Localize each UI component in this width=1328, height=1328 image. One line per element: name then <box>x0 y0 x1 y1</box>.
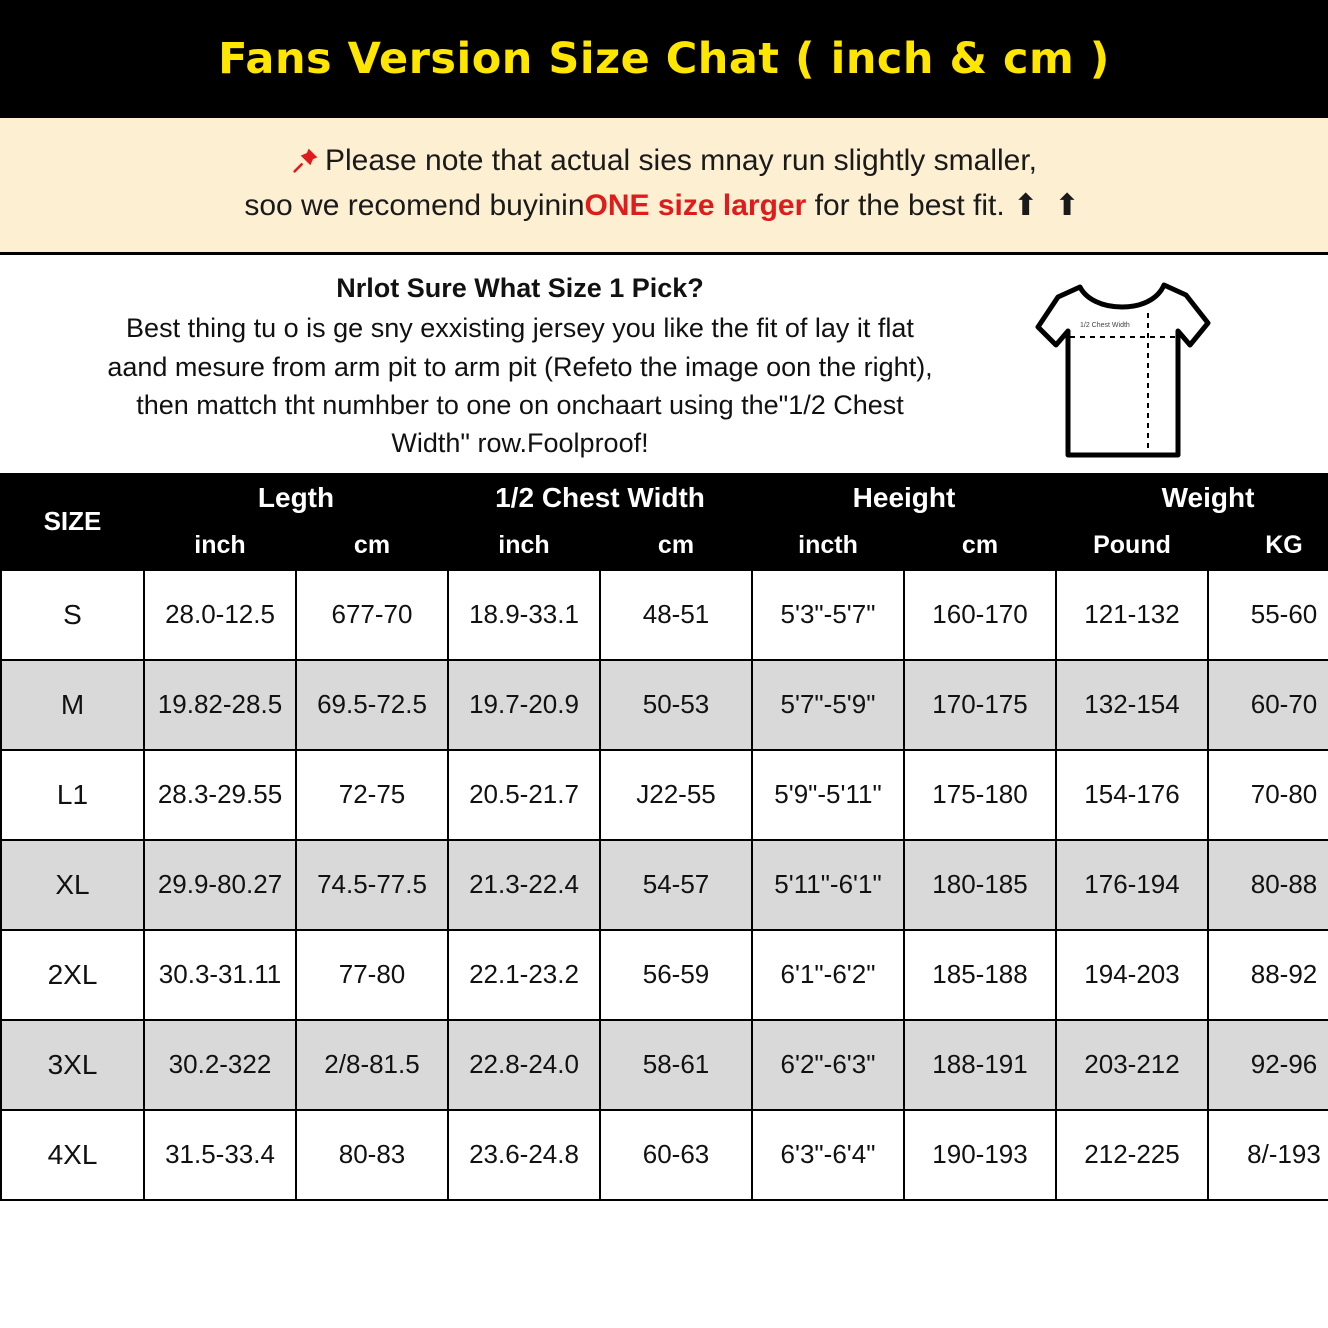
tip-title: Nrlot Sure What Size 1 Pick? <box>336 273 704 303</box>
cell-weight-pound: 203-212 <box>1056 1020 1208 1110</box>
table-row <box>1 840 1328 930</box>
cell-height-inch: 5'3"-5'7" <box>752 570 904 660</box>
cell-height-cm: 188-191 <box>904 1020 1056 1110</box>
cell-weight-kg: 55-60 <box>1208 570 1328 660</box>
cell-weight-kg: 8/-193 <box>1208 1110 1328 1200</box>
cell-size: 3XL <box>1 1020 144 1110</box>
cell-size: L1 <box>1 750 144 840</box>
tip-line-3: then mattch tht numhber to one on onchaart using the"1/2 Chest <box>136 389 904 420</box>
header-unit-chest-cm: cm <box>600 522 752 570</box>
cell-length-cm: 2/8-81.5 <box>296 1020 448 1110</box>
table-row <box>1 750 1328 840</box>
tip-line-2: aand mesure from arm pit to arm pit (Refeto the image oon the right), <box>107 351 933 382</box>
measure-tip-section <box>0 252 1328 473</box>
cell-weight-pound: 121-132 <box>1056 570 1208 660</box>
cell-length-inch: 29.9-80.27 <box>144 840 296 930</box>
cell-size: XL <box>1 840 144 930</box>
cell-chest-inch: 22.1-23.2 <box>448 930 600 1020</box>
header-unit-chest-inch: inch <box>448 522 600 570</box>
cell-weight-pound: 154-176 <box>1056 750 1208 840</box>
svg-text:1/2 Chest Width: 1/2 Chest Width <box>1080 322 1130 329</box>
cell-weight-kg: 60-70 <box>1208 660 1328 750</box>
tip-line-1: Best thing tu o is ge sny exxisting jersey you like the fit of lay it flat <box>126 313 914 344</box>
cell-weight-pound: 176-194 <box>1056 840 1208 930</box>
cell-height-cm: 190-193 <box>904 1110 1056 1200</box>
cell-weight-pound: 194-203 <box>1056 930 1208 1020</box>
cell-length-inch: 30.3-31.11 <box>144 930 296 1020</box>
cell-length-cm: 74.5-77.5 <box>296 840 448 930</box>
cell-height-cm: 185-188 <box>904 930 1056 1020</box>
header-group-length: Legth <box>144 474 448 522</box>
cell-chest-inch: 19.7-20.9 <box>448 660 600 750</box>
cell-chest-cm: 56-59 <box>600 930 752 1020</box>
cell-height-inch: 6'1"-6'2" <box>752 930 904 1020</box>
cell-length-cm: 80-83 <box>296 1110 448 1200</box>
cell-height-cm: 175-180 <box>904 750 1056 840</box>
cell-length-inch: 31.5-33.4 <box>144 1110 296 1200</box>
table-head <box>1 474 1328 570</box>
cell-length-cm: 72-75 <box>296 750 448 840</box>
cell-chest-cm: 50-53 <box>600 660 752 750</box>
cell-size: 4XL <box>1 1110 144 1200</box>
cell-chest-cm: 60-63 <box>600 1110 752 1200</box>
cell-weight-kg: 80-88 <box>1208 840 1328 930</box>
header-size: SIZE <box>1 474 144 570</box>
note-text-2-prefix: soo we recomend buyinin <box>244 189 585 222</box>
note-banner <box>0 118 1328 252</box>
table-row <box>1 1020 1328 1110</box>
table-body <box>1 570 1328 1200</box>
cell-weight-kg: 88-92 <box>1208 930 1328 1020</box>
cell-height-inch: 5'9"-5'11" <box>752 750 904 840</box>
cell-size: 2XL <box>1 930 144 1020</box>
cell-height-inch: 5'7"-5'9" <box>752 660 904 750</box>
cell-height-inch: 5'11"-6'1" <box>752 840 904 930</box>
tip-line-4: Width" row.Foolproof! <box>391 428 649 459</box>
cell-chest-inch: 22.8-24.0 <box>448 1020 600 1110</box>
cell-chest-cm: 58-61 <box>600 1020 752 1110</box>
table-header-row-units <box>1 522 1328 570</box>
cell-chest-inch: 18.9-33.1 <box>448 570 600 660</box>
header-unit-length-inch: inch <box>144 522 296 570</box>
cell-weight-kg: 92-96 <box>1208 1020 1328 1110</box>
cell-length-inch: 19.82-28.5 <box>144 660 296 750</box>
table-row <box>1 570 1328 660</box>
cell-length-cm: 677-70 <box>296 570 448 660</box>
header-unit-height-inch: incth <box>752 522 904 570</box>
cell-chest-cm: J22-55 <box>600 750 752 840</box>
cell-length-inch: 30.2-322 <box>144 1020 296 1110</box>
note-text-1: Please note that actual sies mnay run slightly smaller, <box>324 144 1038 177</box>
cell-size: S <box>1 570 144 660</box>
table-header-row-groups <box>1 474 1328 522</box>
cell-length-inch: 28.0-12.5 <box>144 570 296 660</box>
note-text-2-suffix: for the best fit. <box>806 189 1014 222</box>
header-unit-height-cm: cm <box>904 522 1056 570</box>
header-unit-weight-pound: Pound <box>1056 522 1208 570</box>
cell-length-cm: 69.5-72.5 <box>296 660 448 750</box>
page-title: Fans Version Size Chat ( inch & cm ) <box>218 34 1110 84</box>
cell-height-cm: 180-185 <box>904 840 1056 930</box>
cell-height-cm: 160-170 <box>904 570 1056 660</box>
header-group-weight: Weight <box>1056 474 1328 522</box>
header-banner <box>0 0 1328 118</box>
up-arrows-icon: ⬆ ⬆ <box>1013 189 1084 222</box>
cell-chest-cm: 54-57 <box>600 840 752 930</box>
cell-length-inch: 28.3-29.55 <box>144 750 296 840</box>
header-group-chest: 1/2 Chest Width <box>448 474 752 522</box>
tip-text-block <box>0 269 1040 463</box>
table-row <box>1 930 1328 1020</box>
header-unit-weight-kg: KG <box>1208 522 1328 570</box>
note-line-2 <box>20 183 1308 228</box>
cell-weight-pound: 132-154 <box>1056 660 1208 750</box>
size-table <box>0 473 1328 1201</box>
header-unit-length-cm: cm <box>296 522 448 570</box>
tshirt-measure-icon <box>1018 265 1228 480</box>
cell-height-inch: 6'3"-6'4" <box>752 1110 904 1200</box>
cell-length-cm: 77-80 <box>296 930 448 1020</box>
cell-size: M <box>1 660 144 750</box>
cell-weight-kg: 70-80 <box>1208 750 1328 840</box>
cell-chest-cm: 48-51 <box>600 570 752 660</box>
table-row <box>1 660 1328 750</box>
cell-chest-inch: 23.6-24.8 <box>448 1110 600 1200</box>
note-line-1 <box>20 138 1308 183</box>
note-highlight: ONE size larger <box>584 189 807 222</box>
pushpin-icon <box>291 146 321 174</box>
cell-height-cm: 170-175 <box>904 660 1056 750</box>
cell-chest-inch: 21.3-22.4 <box>448 840 600 930</box>
header-group-height: Heeight <box>752 474 1056 522</box>
cell-weight-pound: 212-225 <box>1056 1110 1208 1200</box>
cell-chest-inch: 20.5-21.7 <box>448 750 600 840</box>
table-row <box>1 1110 1328 1200</box>
cell-height-inch: 6'2"-6'3" <box>752 1020 904 1110</box>
